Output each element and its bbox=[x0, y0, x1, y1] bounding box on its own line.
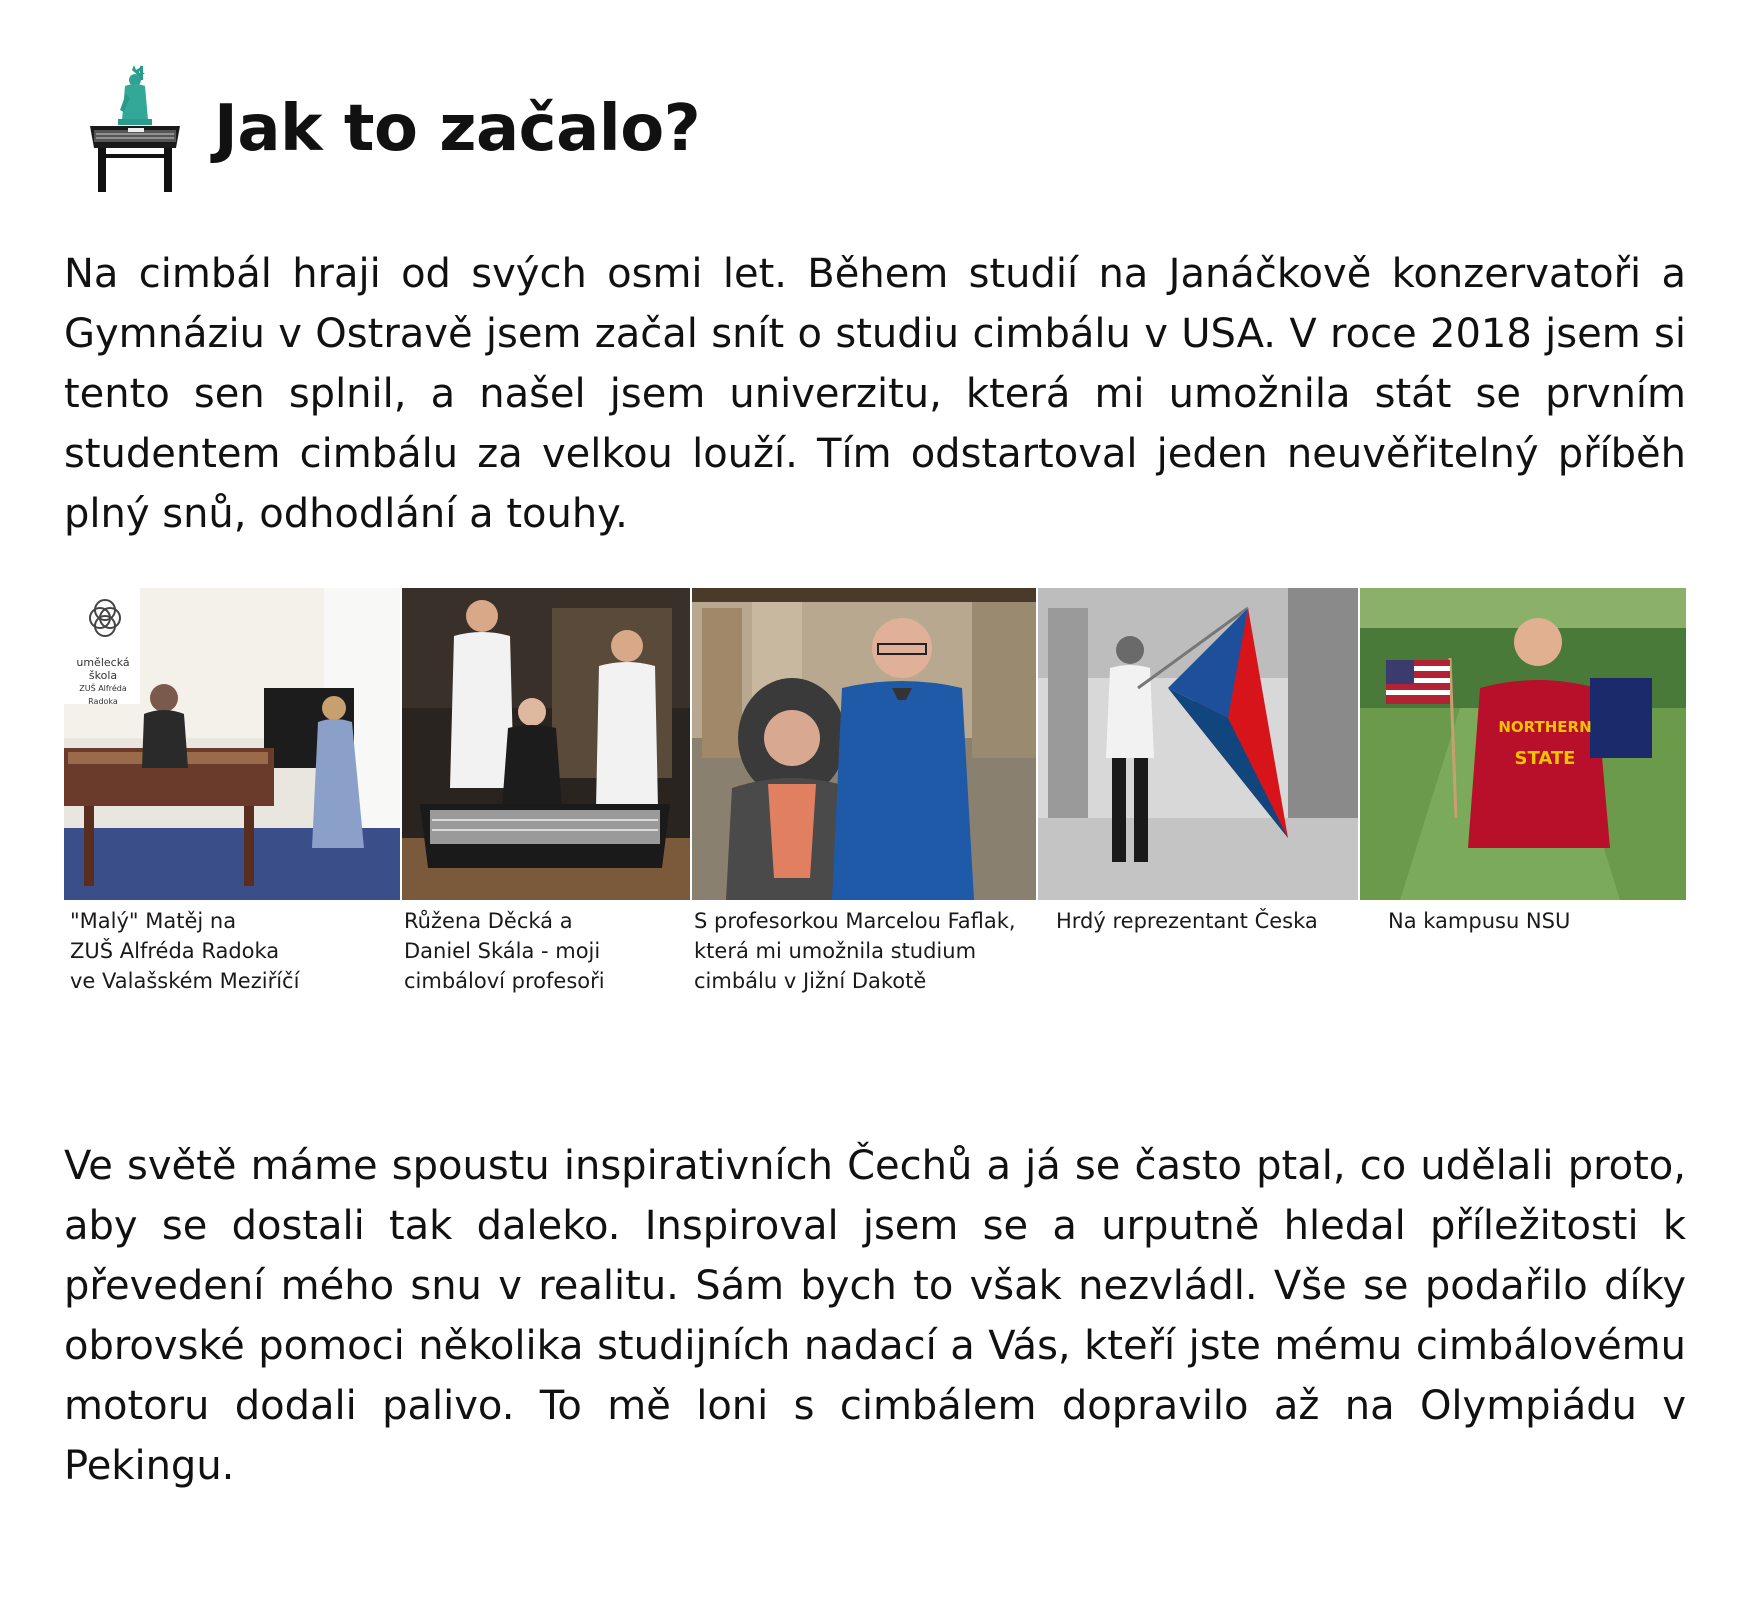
intro-paragraph: Na cimbál hraji od svých osmi let. Během studií na Janáčkově konzervatoři a Gymnáziu v Ostravě jsem začal snít o studiu cimbálu v USA. V roce 2018 jsem si tento sen splnil, a našel jsem univerzitu, která mi umožnila stát se prvním studentem cimbálu za velkou louží. Tím odstartoval jeden neuvěřitelný příběh plný snů, odhodlání a touhy. bbox=[64, 251, 1686, 537]
photo-caption-3 bbox=[694, 906, 1016, 996]
caption-line: Růžena Děcká a bbox=[404, 909, 573, 933]
page-title: Jak to začalo? bbox=[214, 92, 701, 166]
czech-flag-photo bbox=[1038, 588, 1358, 900]
photo-strip bbox=[64, 588, 1686, 900]
caption-line: cimbálu v Jižní Dakotě bbox=[694, 969, 927, 993]
caption-line: Daniel Skála - moji bbox=[404, 939, 601, 963]
school-logo-text: umělecká škola bbox=[76, 656, 130, 682]
caption-line: která mi umožnila studium bbox=[694, 939, 977, 963]
school-logo-subtext: ZUŠ Alfréda Radoka bbox=[79, 684, 127, 706]
caption-line: ve Valašském Meziříčí bbox=[70, 969, 300, 993]
caption-line: "Malý" Matěj na bbox=[70, 909, 237, 933]
professors-photo bbox=[402, 588, 690, 900]
photo-caption-4 bbox=[1056, 906, 1318, 936]
caption-line: S profesorkou Marcelou Faflak, bbox=[694, 909, 1016, 933]
shirt-text-northern: NORTHERN bbox=[1498, 718, 1592, 736]
caption-line: cimbáloví profesoři bbox=[404, 969, 605, 993]
photo-caption-1 bbox=[70, 906, 299, 996]
photo-caption-2 bbox=[404, 906, 605, 996]
nsu-campus-photo bbox=[1360, 588, 1686, 900]
story-paragraph: Ve světě máme spoustu inspirativních Čechů a já se často ptal, co udělali proto, aby se dostali tak daleko. Inspiroval jsem se a urputně hledal příležitosti k převedení mého snu v realitu. Sám bych to však nezvládl. Vše se podařilo díky obrovské pomoci několika studijních nadací a Vás, kteří jste mému cimbálovému motoru dodali palivo. To mě loni s cimbálem dopravilo až na Olympiádu v Pekingu. bbox=[64, 1143, 1686, 1489]
caption-line: Hrdý reprezentant Česka bbox=[1056, 909, 1318, 933]
professor-faflak-photo bbox=[692, 588, 1036, 900]
page-header bbox=[80, 64, 700, 194]
cimbalom-statue-of-liberty-icon bbox=[80, 64, 190, 194]
caption-line: Na kampusu NSU bbox=[1388, 909, 1571, 933]
school-logo bbox=[70, 656, 136, 708]
shirt-text-state: STATE bbox=[1514, 748, 1576, 769]
music-school-photo bbox=[64, 588, 400, 900]
caption-line: ZUŠ Alfréda Radoka bbox=[70, 939, 280, 963]
photo-caption-5 bbox=[1388, 906, 1570, 936]
shirt-print bbox=[1478, 718, 1612, 769]
